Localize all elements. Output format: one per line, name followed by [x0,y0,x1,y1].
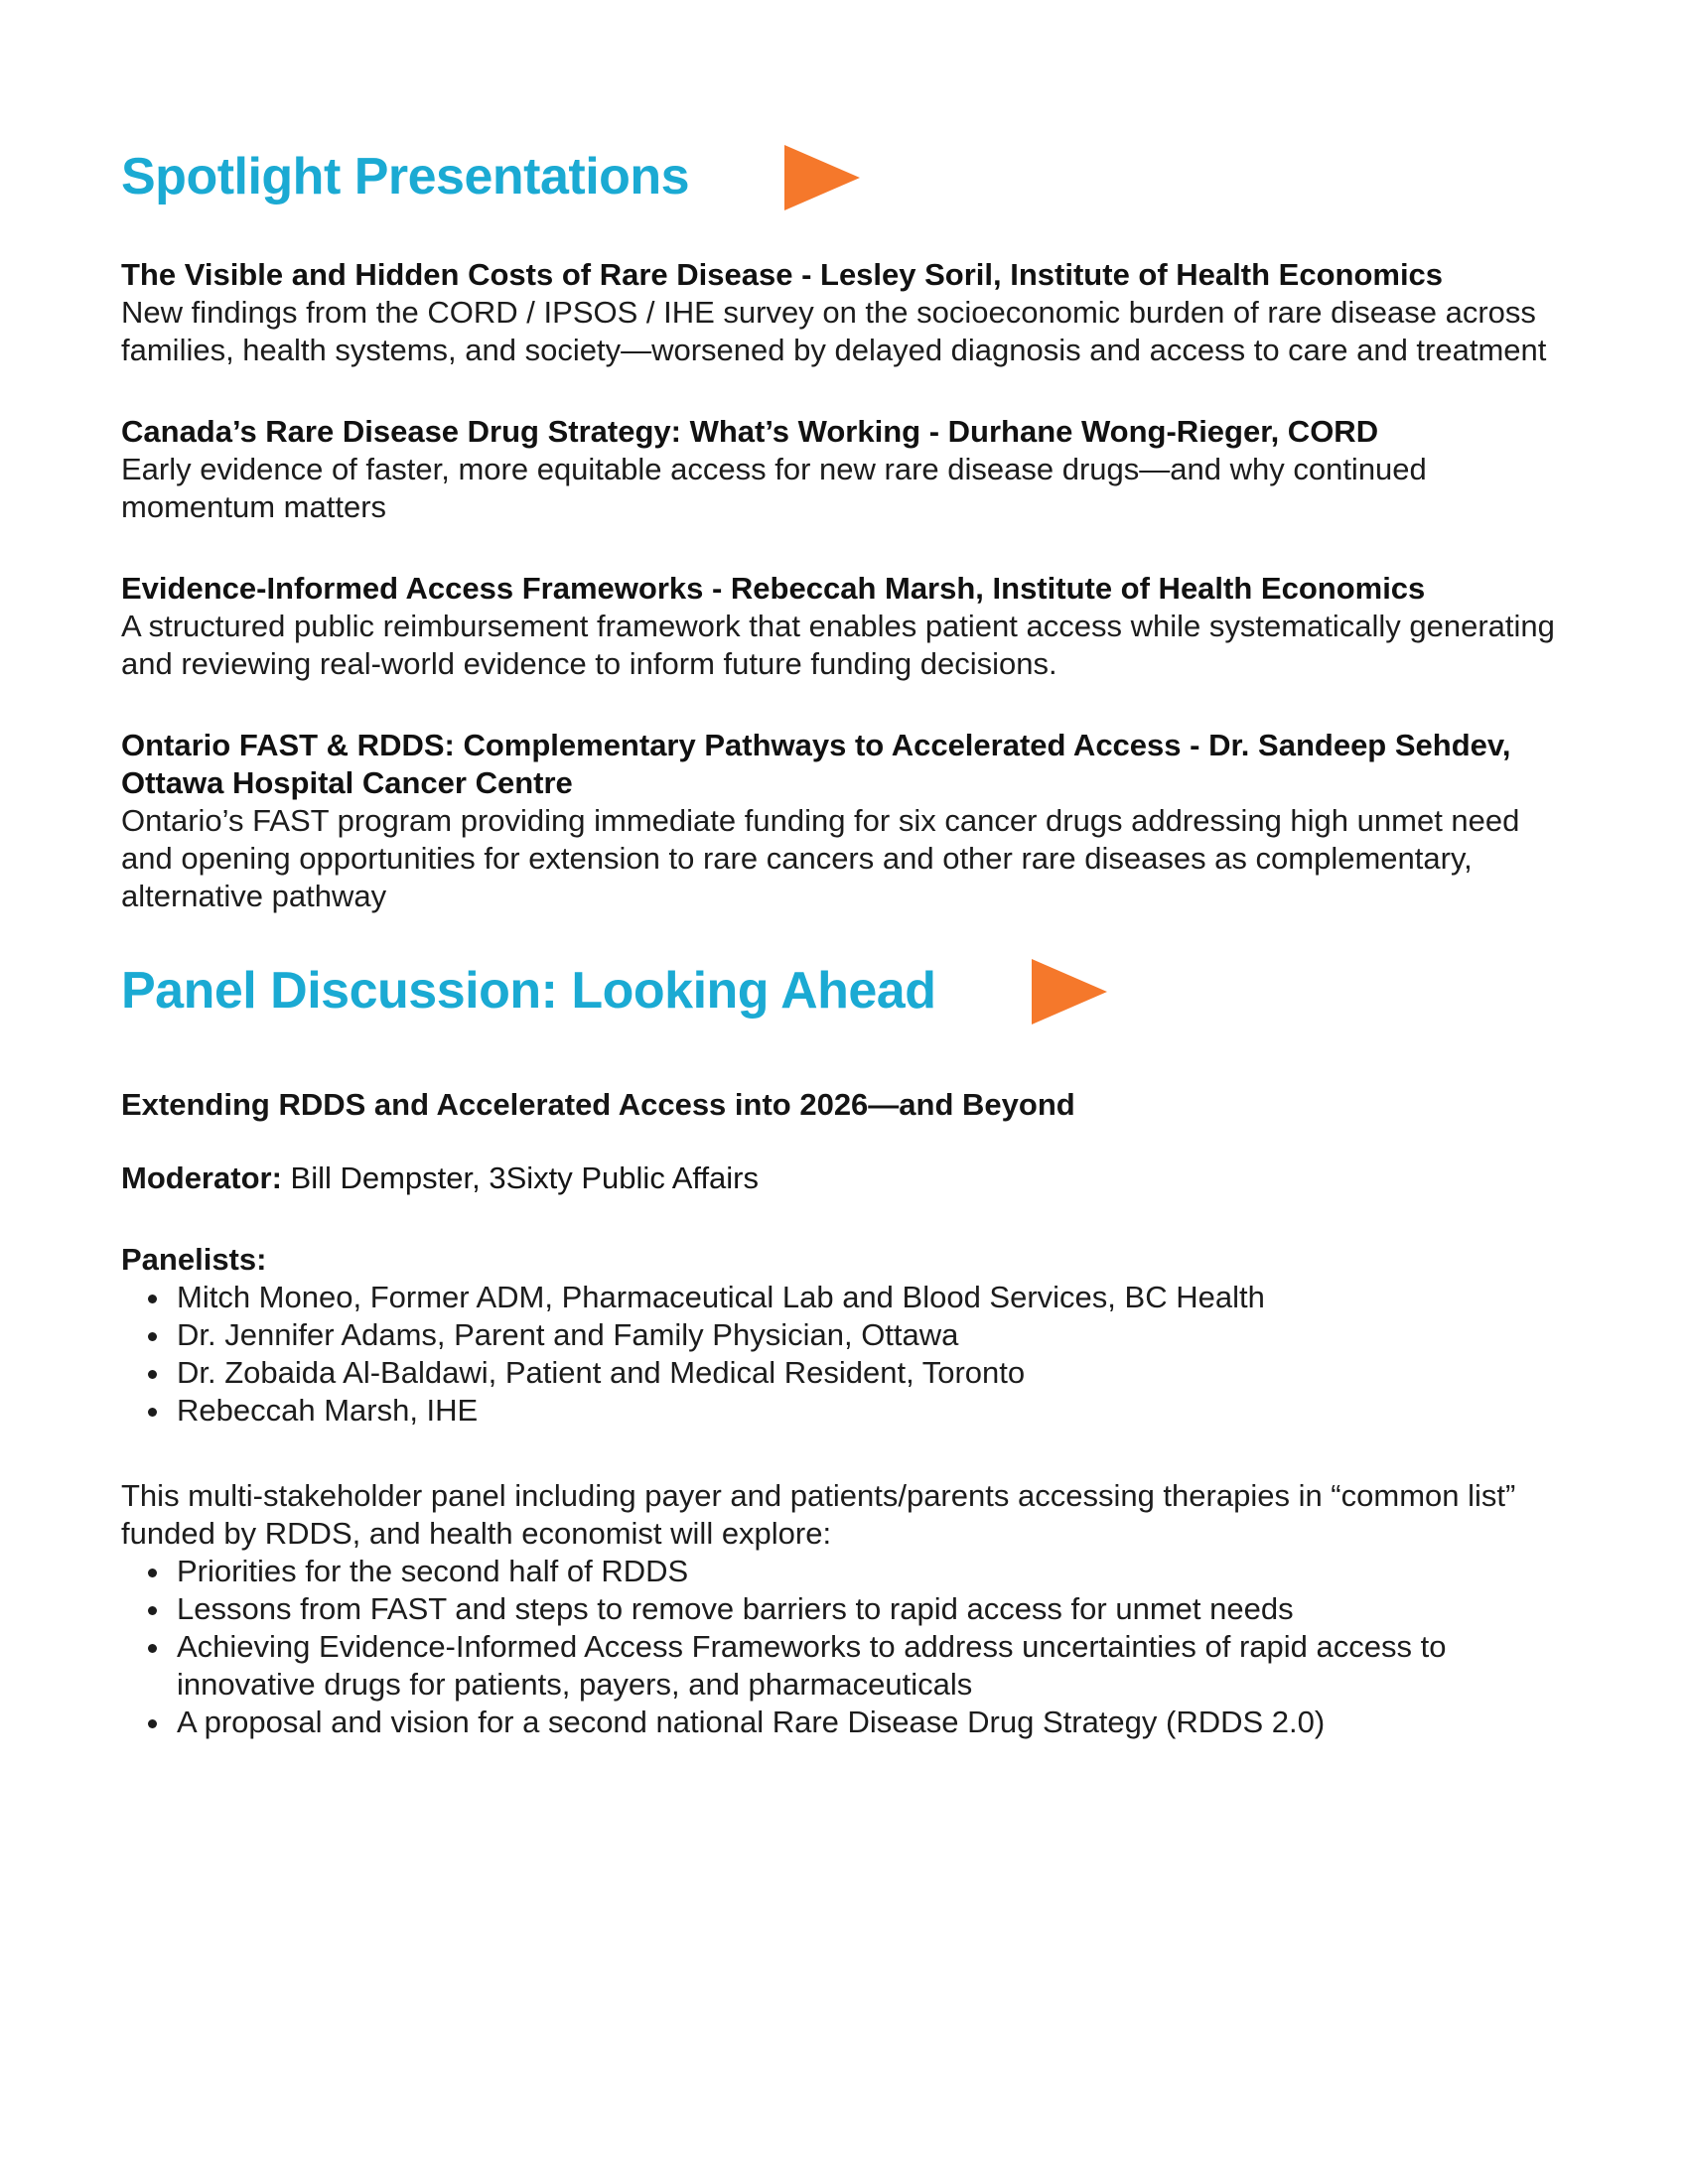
arrow-right-icon [784,145,860,210]
panel-subtitle: Extending RDDS and Accelerated Access into 2026—and Beyond [121,1087,1075,1122]
panelist-item: • Rebeccah Marsh, IHE [173,1392,1531,1430]
topics-list [121,1553,1531,1741]
moderator-label: Moderator: [121,1160,282,1195]
agenda-item [121,570,1567,683]
spotlight-title: Spotlight Presentations [121,148,690,206]
agenda-item-description: Ontario’s FAST program providing immediate funding for six cancer drugs addressing high unmet need and opening opportunities for extension to rare cancers and other rare diseases as complementary, alternative pathway [121,803,1520,913]
agenda-item-heading: Ontario FAST & RDDS: Complementary Pathways to Accelerated Access - Dr. Sandeep Sehdev, Ottawa Hospital Cancer Centre [121,728,1511,800]
panelists-label: Panelists: [121,1242,267,1277]
agenda-item-description: Early evidence of faster, more equitable access for new rare disease drugs—and why continued momentum matters [121,452,1427,524]
panelist-item: • Mitch Moneo, Former ADM, Pharmaceutical Lab and Blood Services, BC Health [173,1279,1531,1316]
agenda-item-description: New findings from the CORD / IPSOS / IHE survey on the socioeconomic burden of rare disease across families, health systems, and society—worsened by delayed diagnosis and access to care and treatment [121,295,1547,367]
agenda-item-heading: Canada’s Rare Disease Drug Strategy: What’s Working - Durhane Wong-Rieger, CORD [121,414,1379,449]
agenda-item [121,413,1567,526]
panelist-item: • Dr. Jennifer Adams, Parent and Family Physician, Ottawa [173,1316,1531,1354]
agenda-item [121,727,1567,915]
agenda-item [121,256,1567,369]
panel-heading-row [121,959,1567,1024]
panel-title: Panel Discussion: Looking Ahead [121,962,936,1021]
agenda-item-heading: Evidence-Informed Access Frameworks - Rebeccah Marsh, Institute of Health Economics [121,571,1426,606]
moderator-value: Bill Dempster, 3Sixty Public Affairs [290,1160,760,1195]
arrow-right-icon [1032,959,1107,1024]
panelists-list [121,1279,1531,1430]
agenda-item-description: A structured public reimbursement framework that enables patient access while systematically generating and reviewing real-world evidence to inform future funding decisions. [121,609,1555,681]
topic-item: • Lessons from FAST and steps to remove barriers to rapid access for unmet needs [173,1590,1531,1628]
panel-section [121,959,1567,1741]
topic-item: • A proposal and vision for a second national Rare Disease Drug Strategy (RDDS 2.0) [173,1704,1531,1741]
spotlight-section [121,145,1567,915]
panel-intro: This multi-stakeholder panel including payer and patients/parents accessing therapies in “common list” funded by RDDS, and health economist will explore: [121,1478,1516,1551]
agenda-item-heading: The Visible and Hidden Costs of Rare Disease - Lesley Soril, Institute of Health Economics [121,257,1444,292]
spotlight-heading-row [121,145,1567,210]
panelist-item: • Dr. Zobaida Al-Baldawi, Patient and Medical Resident, Toronto [173,1354,1531,1392]
topic-item: • Achieving Evidence-Informed Access Frameworks to address uncertainties of rapid access to innovative drugs for patients, payers, and pharmaceuticals [173,1628,1531,1704]
topic-item: • Priorities for the second half of RDDS [173,1553,1531,1590]
moderator-line [121,1160,1567,1197]
